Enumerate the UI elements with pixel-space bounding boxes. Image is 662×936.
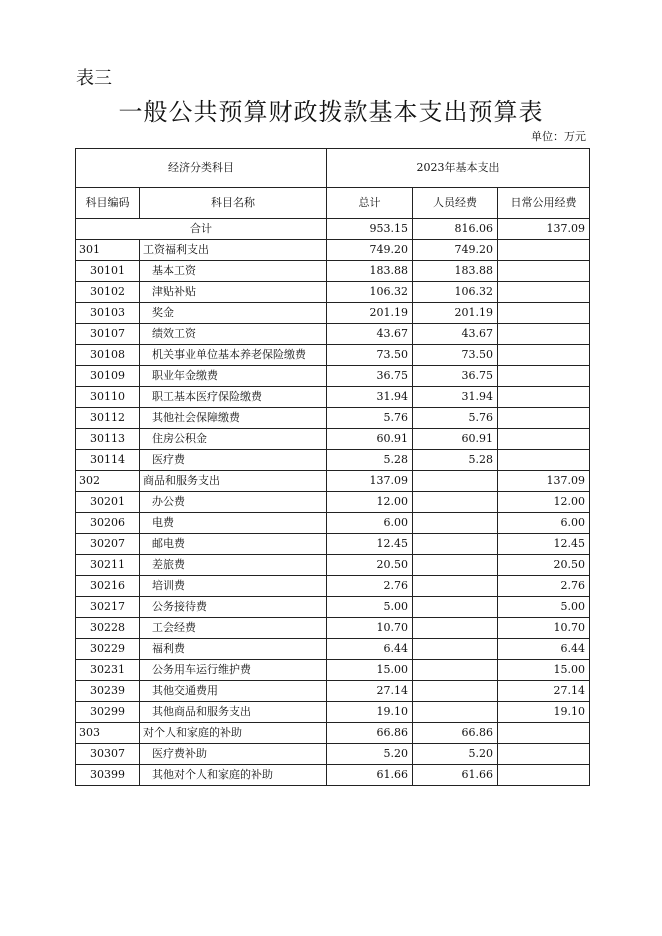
row-public: 15.00 <box>498 660 590 681</box>
table-row <box>76 387 590 408</box>
total-total: 953.15 <box>327 219 413 240</box>
table-row <box>76 513 590 534</box>
header-2023-basic-expenditure: 2023年基本支出 <box>327 149 590 188</box>
row-public <box>498 366 590 387</box>
row-total: 6.00 <box>327 513 413 534</box>
row-personnel: 106.32 <box>413 282 498 303</box>
row-public: 12.00 <box>498 492 590 513</box>
column-header-public: 日常公用经费 <box>498 188 590 219</box>
table-row <box>76 345 590 366</box>
row-total: 66.86 <box>327 723 413 744</box>
row-personnel: 43.67 <box>413 324 498 345</box>
row-public: 5.00 <box>498 597 590 618</box>
row-name: 公务接待费 <box>140 597 327 618</box>
page-title: 一般公共预算财政拨款基本支出预算表 <box>118 98 544 126</box>
row-name: 差旅费 <box>140 555 327 576</box>
row-public <box>498 429 590 450</box>
row-total: 36.75 <box>327 366 413 387</box>
row-public: 27.14 <box>498 681 590 702</box>
row-personnel <box>413 660 498 681</box>
column-header-personnel: 人员经费 <box>413 188 498 219</box>
row-total: 201.19 <box>327 303 413 324</box>
row-total: 5.20 <box>327 744 413 765</box>
row-total: 43.67 <box>327 324 413 345</box>
row-code: 30206 <box>76 513 140 534</box>
total-row <box>76 219 590 240</box>
table-label: 表三 <box>76 68 112 89</box>
row-code: 30216 <box>76 576 140 597</box>
row-public <box>498 240 590 261</box>
row-code: 30239 <box>76 681 140 702</box>
row-code: 30110 <box>76 387 140 408</box>
table-row <box>76 702 590 723</box>
row-name: 基本工资 <box>140 261 327 282</box>
row-name: 对个人和家庭的补助 <box>140 723 327 744</box>
row-personnel <box>413 681 498 702</box>
row-public: 19.10 <box>498 702 590 723</box>
row-code: 30113 <box>76 429 140 450</box>
row-name: 工资福利支出 <box>140 240 327 261</box>
row-code: 30101 <box>76 261 140 282</box>
row-personnel: 183.88 <box>413 261 498 282</box>
row-personnel <box>413 618 498 639</box>
row-total: 73.50 <box>327 345 413 366</box>
row-name: 其他社会保障缴费 <box>140 408 327 429</box>
row-code: 30231 <box>76 660 140 681</box>
row-personnel: 5.76 <box>413 408 498 429</box>
row-total: 106.32 <box>327 282 413 303</box>
row-personnel <box>413 492 498 513</box>
table-row <box>76 366 590 387</box>
table-row <box>76 324 590 345</box>
table-row <box>76 534 590 555</box>
row-name: 奖金 <box>140 303 327 324</box>
row-name: 机关事业单位基本养老保险缴费 <box>140 345 327 366</box>
row-public: 10.70 <box>498 618 590 639</box>
row-code: 30399 <box>76 765 140 786</box>
table-row <box>76 429 590 450</box>
row-public <box>498 723 590 744</box>
row-name: 培训费 <box>140 576 327 597</box>
row-name: 津贴补贴 <box>140 282 327 303</box>
table-row <box>76 639 590 660</box>
row-name: 绩效工资 <box>140 324 327 345</box>
row-code: 30107 <box>76 324 140 345</box>
row-code: 30102 <box>76 282 140 303</box>
table-row <box>76 765 590 786</box>
table-row <box>76 723 590 744</box>
row-total: 31.94 <box>327 387 413 408</box>
table-row <box>76 576 590 597</box>
row-code: 30217 <box>76 597 140 618</box>
row-total: 183.88 <box>327 261 413 282</box>
row-total: 61.66 <box>327 765 413 786</box>
row-name: 其他交通费用 <box>140 681 327 702</box>
row-name: 电费 <box>140 513 327 534</box>
table-row <box>76 618 590 639</box>
row-code: 30201 <box>76 492 140 513</box>
row-public <box>498 387 590 408</box>
row-public <box>498 261 590 282</box>
row-public <box>498 303 590 324</box>
row-name: 医疗费补助 <box>140 744 327 765</box>
row-public <box>498 408 590 429</box>
row-name: 其他商品和服务支出 <box>140 702 327 723</box>
table-row <box>76 261 590 282</box>
row-name: 商品和服务支出 <box>140 471 327 492</box>
row-personnel <box>413 513 498 534</box>
row-code: 30109 <box>76 366 140 387</box>
header-group-row <box>76 149 590 188</box>
row-code: 301 <box>76 240 140 261</box>
row-name: 工会经费 <box>140 618 327 639</box>
table-row <box>76 240 590 261</box>
table-row <box>76 282 590 303</box>
row-personnel <box>413 555 498 576</box>
row-personnel: 60.91 <box>413 429 498 450</box>
row-public: 6.00 <box>498 513 590 534</box>
total-label: 合计 <box>76 219 327 240</box>
row-code: 30299 <box>76 702 140 723</box>
table-row <box>76 744 590 765</box>
row-code: 30114 <box>76 450 140 471</box>
row-total: 27.14 <box>327 681 413 702</box>
row-total: 2.76 <box>327 576 413 597</box>
row-code: 30108 <box>76 345 140 366</box>
row-personnel: 749.20 <box>413 240 498 261</box>
row-name: 职工基本医疗保险缴费 <box>140 387 327 408</box>
row-name: 其他对个人和家庭的补助 <box>140 765 327 786</box>
row-personnel: 61.66 <box>413 765 498 786</box>
row-total: 20.50 <box>327 555 413 576</box>
row-personnel: 5.28 <box>413 450 498 471</box>
row-name: 住房公积金 <box>140 429 327 450</box>
row-total: 749.20 <box>327 240 413 261</box>
row-personnel: 5.20 <box>413 744 498 765</box>
row-personnel: 73.50 <box>413 345 498 366</box>
table-row <box>76 492 590 513</box>
row-code: 30103 <box>76 303 140 324</box>
table-row <box>76 303 590 324</box>
row-name: 医疗费 <box>140 450 327 471</box>
row-total: 19.10 <box>327 702 413 723</box>
row-public <box>498 345 590 366</box>
row-personnel: 201.19 <box>413 303 498 324</box>
row-personnel <box>413 534 498 555</box>
row-public: 6.44 <box>498 639 590 660</box>
table-row <box>76 681 590 702</box>
row-public <box>498 765 590 786</box>
row-total: 5.28 <box>327 450 413 471</box>
total-public: 137.09 <box>498 219 590 240</box>
row-personnel <box>413 576 498 597</box>
row-name: 职业年金缴费 <box>140 366 327 387</box>
column-header-total: 总计 <box>327 188 413 219</box>
table-row <box>76 450 590 471</box>
row-public <box>498 450 590 471</box>
row-personnel <box>413 702 498 723</box>
row-public: 12.45 <box>498 534 590 555</box>
row-public: 137.09 <box>498 471 590 492</box>
table-row <box>76 471 590 492</box>
row-total: 15.00 <box>327 660 413 681</box>
table-row <box>76 597 590 618</box>
row-code: 302 <box>76 471 140 492</box>
row-personnel: 31.94 <box>413 387 498 408</box>
table-row <box>76 660 590 681</box>
row-personnel: 66.86 <box>413 723 498 744</box>
row-code: 30211 <box>76 555 140 576</box>
table-row <box>76 555 590 576</box>
row-code: 30229 <box>76 639 140 660</box>
row-name: 邮电费 <box>140 534 327 555</box>
table-row <box>76 408 590 429</box>
unit-note: 单位：万元 <box>531 130 586 143</box>
header-economic-classification: 经济分类科目 <box>76 149 327 188</box>
row-public <box>498 744 590 765</box>
row-personnel <box>413 639 498 660</box>
row-name: 办公费 <box>140 492 327 513</box>
row-personnel: 36.75 <box>413 366 498 387</box>
row-code: 30112 <box>76 408 140 429</box>
row-total: 6.44 <box>327 639 413 660</box>
row-total: 10.70 <box>327 618 413 639</box>
row-total: 12.00 <box>327 492 413 513</box>
row-total: 5.76 <box>327 408 413 429</box>
header-column-row <box>76 188 590 219</box>
row-code: 30307 <box>76 744 140 765</box>
row-total: 12.45 <box>327 534 413 555</box>
row-code: 303 <box>76 723 140 744</box>
row-name: 福利费 <box>140 639 327 660</box>
column-header-name: 科目名称 <box>140 188 327 219</box>
row-name: 公务用车运行维护费 <box>140 660 327 681</box>
row-total: 5.00 <box>327 597 413 618</box>
row-public <box>498 324 590 345</box>
row-public: 20.50 <box>498 555 590 576</box>
row-total: 137.09 <box>327 471 413 492</box>
row-total: 60.91 <box>327 429 413 450</box>
row-code: 30228 <box>76 618 140 639</box>
row-personnel <box>413 597 498 618</box>
budget-table <box>75 148 590 786</box>
row-code: 30207 <box>76 534 140 555</box>
row-public <box>498 282 590 303</box>
column-header-code: 科目编码 <box>76 188 140 219</box>
total-personnel: 816.06 <box>413 219 498 240</box>
row-public: 2.76 <box>498 576 590 597</box>
row-personnel <box>413 471 498 492</box>
